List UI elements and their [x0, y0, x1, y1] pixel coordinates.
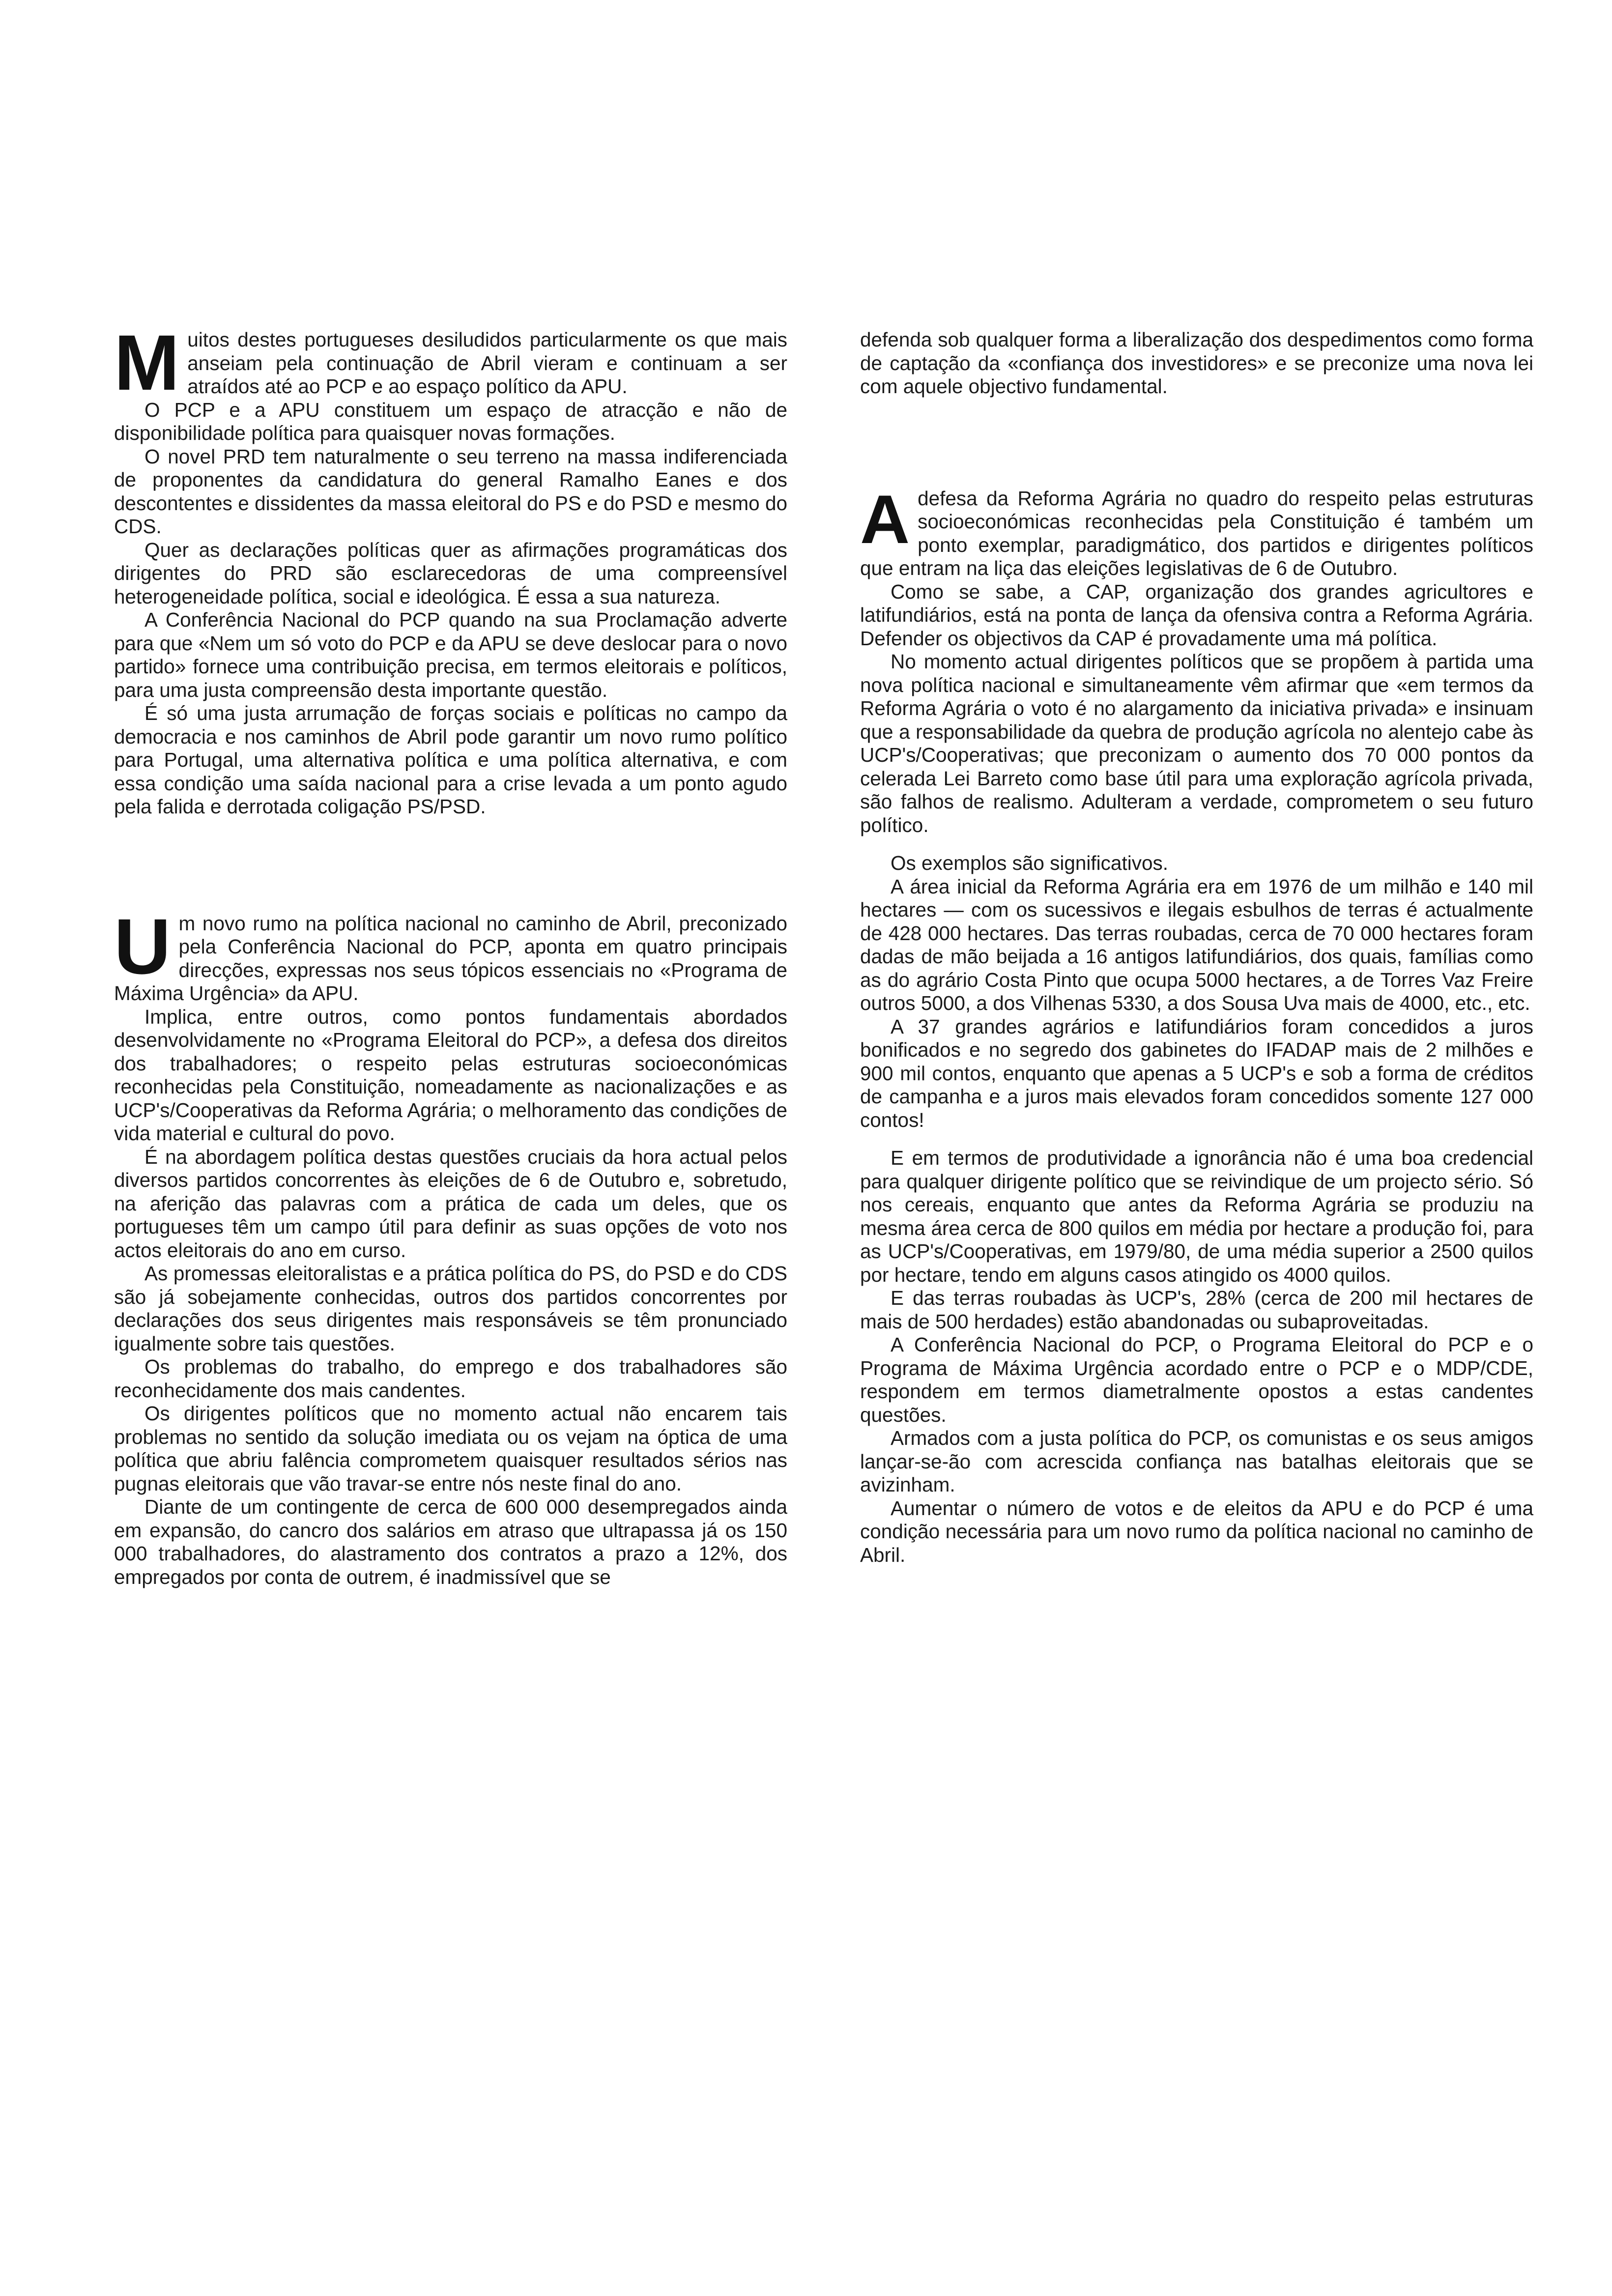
paragraph: Os dirigentes políticos que no momento actual não encarem tais problemas no sentido da solução imediata ou os vejam na óptica de uma política que abriu falência comprometem quaisquer resultados sérios nas pugnas eleitorais que vão travar-se entre nós neste final do ano. — [114, 1402, 787, 1495]
article-new-direction — [114, 902, 787, 1589]
paragraph: uitos destes portugueses desiludidos particularmente os que mais anseiam pela continuação de Abril vieram e continuam a ser atraídos até ao PCP e ao espaço político da APU. — [187, 328, 787, 398]
paragraph: É na abordagem política destas questões cruciais da hora actual pelos diversos partidos concorrentes às eleições de 6 de Outubro e, sobretudo, na aferição das palavras com a prática de cada um deles, que os portugueses têm um campo útil para definir as suas opções de voto nos actos eleitorais do ano em curso. — [114, 1145, 787, 1262]
section-gap — [860, 837, 1533, 852]
section-gap — [860, 1132, 1533, 1147]
right-column — [860, 328, 1533, 1567]
section-examples — [860, 852, 1533, 1132]
paragraph: A 37 grandes agrários e latifundiários foram concedidos a juros bonificados e no segredo dos gabinetes do IFADAP mais de 2 milhões e 900 mil contos, enquanto que apenas a 5 UCP's e sob a forma de créditos de campanha e a juros mais elevados foram concedidos somente 127 000 contos! — [860, 1015, 1533, 1131]
dropcap-m: M — [114, 318, 180, 406]
paragraph: Os problemas do trabalho, do emprego e dos trabalhadores são reconhecidamente dos mais candentes. — [114, 1355, 787, 1402]
section-gap — [114, 819, 787, 912]
paragraph: A Conferência Nacional do PCP, o Programa Eleitoral do PCP e o Programa de Máxima Urgência acordado entre o PCP e o MDP/CDE, respondem em termos diametralmente opostos a estas candentes questões. — [860, 1333, 1533, 1426]
paragraph: É só uma justa arrumação de forças sociais e políticas no campo da democracia e nos caminhos de Abril pode garantir um novo rumo político para Portugal, uma alternativa política e uma política alternativa, e com essa condição uma saída nacional para a crise levada a um ponto agudo pela falida e derrotada coligação PS/PSD. — [114, 702, 787, 818]
paragraph: O novel PRD tem naturalmente o seu terreno na massa indiferenciada de proponentes da candidatura do general Ramalho Eanes e dos descontentes e dissidentes da massa eleitoral do PS e do PSD e mesmo do CDS. — [114, 445, 787, 538]
paragraph: Quer as declarações políticas quer as afirmações programáticas dos dirigentes do PRD são esclarecedoras de uma compreensível heterogeneidade política, social e ideológica. É essa a sua natureza. — [114, 538, 787, 608]
paragraph: Implica, entre outros, como pontos fundamentais abordados desenvolvidamente no «Programa Eleitoral do PCP», a defesa dos direitos dos trabalhadores; o respeito pelas estruturas socioeconómicas reconhecidas pela Constituição, nomeadamente as nacionalizações e as UCP's/Cooperativas da Reforma Agrária; o melhoramento das condições de vida material e cultural do povo. — [114, 1005, 787, 1145]
section-gap — [860, 399, 1533, 487]
paragraph: Os exemplos são significativos. — [891, 852, 1168, 874]
paragraph: No momento actual dirigentes políticos que se propõem à partida uma nova política nacional e simultaneamente vêm afirmar que «em termos da Reforma Agrária o voto é no alargamento da iniciativa privada» e insinuam que a responsabilidade da quebra de produção agrícola no alentejo cabe às UCP's/Cooperativas; que preconizam o aumento dos 70 000 pontos da celerada Lei Barreto como base útil para uma exploração agrícola privada, são falhos de realismo. Adulteram a verdade, comprometem o seu futuro político. — [860, 650, 1533, 836]
paragraph: Como se sabe, a CAP, organização dos grandes agricultores e latifundiários, está na ponta de lança da ofensiva contra a Reforma Agrária. Defender os objectivos da CAP é provadamente uma má política. — [860, 580, 1533, 650]
article-agrarian-reform — [860, 480, 1533, 837]
left-column — [114, 318, 787, 1589]
paragraph: m novo rumo na política nacional no caminho de Abril, preconizado pela Conferência Nacional do PCP, aponta em quatro principais direcções, expressas nos seus tópicos essenciais no «Programa de Máxima Urgência» da APU. — [114, 912, 787, 1004]
paragraph: E das terras roubadas às UCP's, 28% (cerca de 200 mil hectares de mais de 500 herdades) estão abandonadas ou subaproveitadas. — [860, 1287, 1533, 1333]
paragraph: A área inicial da Reforma Agrária era em 1976 de um milhão e 140 mil hectares — com os sucessivos e ilegais esbulhos de terras é actualmente de 428 000 hectares. Das terras roubadas, cerca de 70 000 hectares foram dadas de mão beijada a 16 antigos latifundiários, dos quais, famílias como as do agrário Costa Pinto que ocupa 5000 hectares, a de Torres Vaz Freire outros 5000, a dos Vilhenas 5330, a dos Sousa Uva mais de 4000, etc., etc. — [860, 875, 1533, 1014]
dropcap-u: U — [114, 902, 171, 990]
continuation-paragraph: defenda sob qualquer forma a liberalização dos despedimentos como forma de captação da «confiança dos investidores» e se preconize uma nova lei com aquele objectivo fundamental. — [860, 328, 1533, 398]
paragraph: Armados com a justa política do PCP, os comunistas e os seus amigos lançar-se-ão com acrescida confiança nas batalhas eleitorais que se avizinham. — [860, 1427, 1533, 1496]
paragraph: defesa da Reforma Agrária no quadro do respeito pelas estruturas socioeconómicas reconhecidas pela Constituição é também um ponto exemplar, paradigmático, dos partidos e dirigentes políticos que entram na liça das eleições legislativas de 6 de Outubro. — [860, 487, 1533, 579]
paragraph: E em termos de produtividade a ignorância não é uma boa credencial para qualquer dirigente político que se reivindique de um projecto sério. Só nos cereais, enquanto que antes da Reforma Agrária se produziu na mesma área cerca de 800 quilos em média por hectare a produção foi, para as UCP's/Cooperativas, em 1979/80, de uma média superior a 2500 quilos por hectare, tendo em alguns casos atingido os 4000 quilos. — [860, 1147, 1533, 1286]
paragraph: Aumentar o número de votos e de eleitos da APU e do PCP é uma condição necessária para um novo rumo da política nacional no caminho de Abril. — [860, 1496, 1533, 1566]
dropcap-a: A — [860, 480, 910, 558]
paragraph: O PCP e a APU constituem um espaço de atracção e não de disponibilidade política para quaisquer novas formações. — [114, 398, 787, 444]
article-democracy — [114, 318, 787, 819]
paragraph: A Conferência Nacional do PCP quando na sua Proclamação adverte para que «Nem um só voto do PCP e da APU se deve deslocar para o novo partido» fornece uma contribuição precisa, em termos eleitorais e políticos, para uma justa compreensão desta importante questão. — [114, 608, 787, 701]
paragraph: Diante de um contingente de cerca de 600 000 desempregados ainda em expansão, do cancro dos salários em atraso que ultrapassa já os 150 000 trabalhadores, do alastramento dos contratos a prazo a 12%, dos empregados por conta de outrem, é inadmissível que se — [114, 1495, 787, 1588]
section-productivity — [860, 1147, 1533, 1567]
paragraph: As promessas eleitoralistas e a prática política do PS, do PSD e do CDS são já sobejamente conhecidas, outros dos partidos concorrentes por declarações dos seus dirigentes mais responsáveis se têm pronunciado igualmente sobre tais questões. — [114, 1262, 787, 1355]
